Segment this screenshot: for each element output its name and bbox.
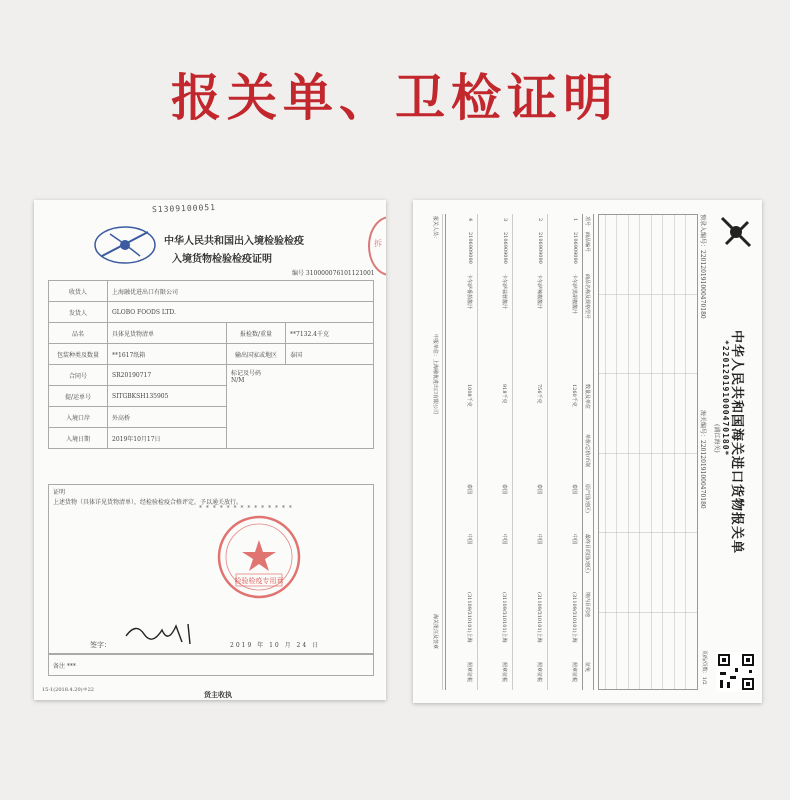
edge-stamp-text: 拆 xyxy=(374,239,382,248)
item-origin: 泰国 xyxy=(536,484,542,495)
table-row xyxy=(49,323,374,344)
field-value: 泰国 xyxy=(286,344,374,365)
org-name: 中华人民共和国出入境检验检疫 xyxy=(164,236,304,247)
handwritten-number: S1309100051 xyxy=(151,202,217,215)
field-label: 合同号 xyxy=(49,365,108,386)
barcode-number: *220120191000470180* xyxy=(721,340,730,457)
field-label: 入境日期 xyxy=(49,428,108,449)
field-value: SITGBKSH135905 xyxy=(108,386,227,407)
declaration-header-grid xyxy=(598,214,698,690)
customs-port: (浦江海关) xyxy=(713,424,720,453)
item-code: 2106909090 xyxy=(572,232,578,264)
proof-dots: * * * * * * * * * * * * * * xyxy=(199,505,293,512)
proof-text: 上述货物（具体详见货物清单），经检验检疫合格评定，予以通关放行。 xyxy=(53,499,243,506)
items-header xyxy=(582,214,594,690)
field-value: **7132.4千克 xyxy=(286,323,374,344)
item-place: (31109/310101)上海 xyxy=(571,592,577,643)
field-label: 发货人 xyxy=(49,302,108,323)
table-row xyxy=(477,214,512,690)
item-no: 4 xyxy=(467,218,473,222)
field-value: 具体见货物清单 xyxy=(108,323,227,344)
item-no: 1 xyxy=(572,218,578,222)
field-value: 上海融优进出口有限公司 xyxy=(108,281,374,302)
remark-text: 备注 *** xyxy=(53,663,76,670)
item-code: 2106909090 xyxy=(502,232,508,264)
item-name: 卡尔萨黑胡椒酱汁 xyxy=(571,274,577,315)
declaration-content xyxy=(413,200,762,703)
item-origin: 泰国 xyxy=(466,484,472,495)
column-header: 境内目的地 xyxy=(584,592,590,618)
item-origin: 泰国 xyxy=(571,484,577,495)
table-row xyxy=(49,344,374,365)
certificate-form-table xyxy=(48,280,374,449)
field-label: 提/运单号 xyxy=(49,386,108,407)
field-label: 输出国家或地区 xyxy=(227,344,286,365)
table-row xyxy=(49,302,374,323)
copy-label: 货主收执 xyxy=(204,690,232,699)
declarant-label: 报关人员： xyxy=(432,216,438,242)
item-no: 2 xyxy=(537,218,543,222)
item-dest: 中国 xyxy=(466,534,472,545)
item-code: 2106909090 xyxy=(537,232,543,264)
inspection-certificate xyxy=(34,200,386,700)
remark-section xyxy=(48,654,374,676)
proof-label: 证明 xyxy=(53,489,66,496)
column-header: 征免 xyxy=(584,662,590,673)
customs-number: 海关编号：220120191000470180 xyxy=(699,410,706,509)
column-header: 商品编号 xyxy=(584,232,590,253)
edge-stamp xyxy=(368,216,386,276)
form-code: 15-1(2018.4.20)＊22 xyxy=(42,687,94,693)
item-name: 卡尔萨辣椒酱汁 xyxy=(536,274,542,310)
field-value: GLOBO FOODS LTD. xyxy=(108,302,374,323)
column-header: 商品名称及规格型号 xyxy=(584,274,590,320)
signature-date: 2019 年 10 月 24 日 xyxy=(230,642,321,649)
certificate-title: 入境货物检验检疫证明 xyxy=(172,254,272,265)
declaration-title: 中华人民共和国海关进口货物报关单 xyxy=(729,330,744,555)
table-row xyxy=(547,214,582,690)
declaration-footer xyxy=(419,214,446,690)
items-list xyxy=(442,214,582,690)
column-header: 原产国(地区) xyxy=(584,484,590,513)
item-duty: 照章征税 xyxy=(501,662,507,683)
item-origin: 泰国 xyxy=(501,484,507,495)
field-label: 包装种类及数量 xyxy=(49,344,108,365)
item-duty: 照章征税 xyxy=(466,662,472,683)
field-label: 报检数/重量 xyxy=(227,323,286,344)
pre-entry-number: 预录入编号：220120191000470180 xyxy=(699,214,706,319)
field-value: N/M xyxy=(231,377,245,384)
table-row xyxy=(442,214,477,690)
field-label: 入境口岸 xyxy=(49,407,108,428)
ciq-emblem-icon xyxy=(90,222,160,268)
field-label: 品名 xyxy=(49,323,108,344)
certificate-number: 编号 310000076101121001 xyxy=(292,270,375,277)
marks-cell xyxy=(227,365,374,449)
item-no: 3 xyxy=(502,218,508,222)
item-qty: 1008千克 xyxy=(466,384,472,407)
signature-label: 签字： xyxy=(90,641,111,649)
field-label: 标记及号码 xyxy=(231,370,262,377)
item-qty: 918千克 xyxy=(501,384,507,404)
customs-declaration xyxy=(413,200,762,703)
column-header: 项号 xyxy=(584,216,590,227)
item-qty: 1260千克 xyxy=(571,384,577,407)
item-place: (31109/310101)上海 xyxy=(501,592,507,643)
item-dest: 中国 xyxy=(571,534,577,545)
item-place: (31109/310101)上海 xyxy=(536,592,542,643)
item-dest: 中国 xyxy=(536,534,542,545)
column-header: 单价/总价/币制 xyxy=(584,434,590,468)
item-qty: 756千克 xyxy=(536,384,542,404)
table-row xyxy=(49,365,374,386)
column-header: 数量及单位 xyxy=(584,384,590,410)
item-name: 卡尔萨番茄酱汁 xyxy=(466,274,472,310)
qr-code-icon xyxy=(716,652,756,692)
page-title: 报关单、卫检证明 xyxy=(171,69,619,127)
field-value: **1617纸箱 xyxy=(108,344,227,365)
page-number: 页码/页数：1/2 xyxy=(701,650,707,685)
column-header: 最终目的国(地区) xyxy=(584,534,590,573)
table-row xyxy=(49,281,374,302)
field-label: 收货人 xyxy=(49,281,108,302)
table-row xyxy=(512,214,547,690)
item-duty: 照章征税 xyxy=(571,662,577,683)
seal-text: 检验检疫专用章 xyxy=(234,577,284,585)
item-name: 卡尔萨蒜蓉酱汁 xyxy=(501,274,507,310)
field-value: 外高桥 xyxy=(108,407,227,428)
item-dest: 中国 xyxy=(501,534,507,545)
field-value: SR20190717 xyxy=(108,365,227,386)
field-value: 2019年10月17日 xyxy=(108,428,227,449)
customs-remark-label: 海关批注及签章 xyxy=(432,614,438,650)
item-place: (31109/310101)上海 xyxy=(466,592,472,643)
customs-emblem-icon xyxy=(716,212,756,252)
item-code: 2106909090 xyxy=(467,232,473,264)
official-seal-icon xyxy=(216,514,302,600)
signature-icon xyxy=(122,616,212,650)
item-duty: 照章征税 xyxy=(536,662,542,683)
declaring-unit: 申报单位：上海融优进出口有限公司 xyxy=(432,334,438,415)
